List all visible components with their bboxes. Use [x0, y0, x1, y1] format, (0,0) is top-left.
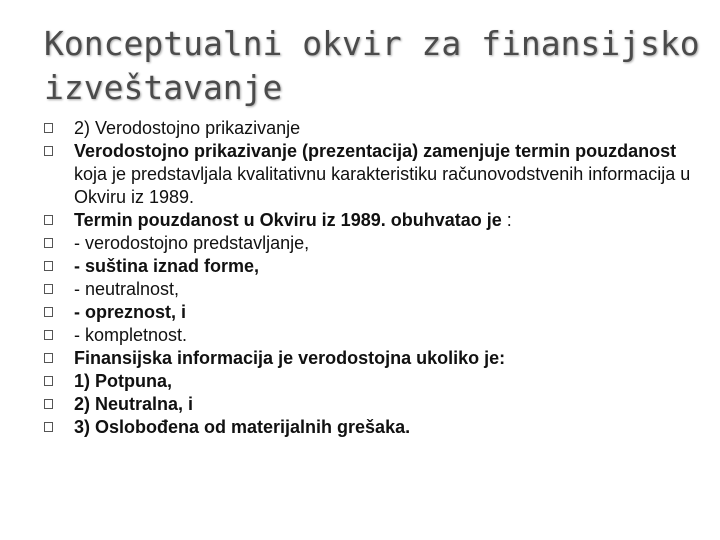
- square-bullet-icon: [44, 284, 53, 294]
- bullet-text: - verodostojno predstavljanje,: [74, 233, 310, 253]
- square-bullet-icon: [44, 376, 53, 386]
- bullet-text-bold: - suština iznad forme,: [74, 256, 260, 276]
- slide-title: Konceptualni okvir za finansijsko izveštavanje: [44, 24, 700, 107]
- bullet-item: [44, 370, 708, 393]
- bullet-item: [44, 117, 708, 140]
- bullet-text-bold: Finansijska informacija je verodostojna ukoliko je:: [74, 348, 506, 368]
- square-bullet-icon: [44, 215, 53, 225]
- bullet-item: [44, 278, 708, 301]
- bullet-list: [44, 117, 708, 439]
- bullet-text: - kompletnost.: [74, 325, 188, 345]
- square-bullet-icon: [44, 422, 53, 432]
- bullet-item: [44, 209, 708, 232]
- bullet-text-bold: 3) Oslobođena od materijalnih grešaka.: [74, 417, 411, 437]
- bullet-text: :: [501, 210, 512, 230]
- bullet-item: [44, 347, 708, 370]
- bullet-text-bold: Verodostojno prikazivanje (prezentacija) zamenjuje termin pouzdanost: [74, 141, 677, 161]
- bullet-item: [44, 301, 708, 324]
- bullet-item: [44, 393, 708, 416]
- bullet-item: [44, 232, 708, 255]
- bullet-text: 2) Verodostojno prikazivanje: [74, 118, 301, 138]
- bullet-item: [44, 140, 708, 209]
- square-bullet-icon: [44, 123, 53, 133]
- square-bullet-icon: [44, 399, 53, 409]
- bullet-text: koja je predstavljala kvalitativnu karakteristiku računovodstvenih informacija u Okviru iz 1989.: [74, 164, 691, 207]
- bullet-item: [44, 255, 708, 278]
- square-bullet-icon: [44, 307, 53, 317]
- square-bullet-icon: [44, 261, 53, 271]
- bullet-text-bold: 2) Neutralna, i: [74, 394, 194, 414]
- bullet-text-bold: 1) Potpuna,: [74, 371, 172, 391]
- square-bullet-icon: [44, 330, 53, 340]
- bullet-text-bold: - opreznost, i: [74, 302, 186, 322]
- bullet-text: - neutralnost,: [74, 279, 180, 299]
- square-bullet-icon: [44, 146, 53, 156]
- bullet-text-bold: Termin pouzdanost u Okviru iz 1989. obuhvatao je: [74, 210, 502, 230]
- square-bullet-icon: [44, 353, 53, 363]
- square-bullet-icon: [44, 238, 53, 248]
- bullet-item: [44, 416, 708, 439]
- bullet-item: [44, 324, 708, 347]
